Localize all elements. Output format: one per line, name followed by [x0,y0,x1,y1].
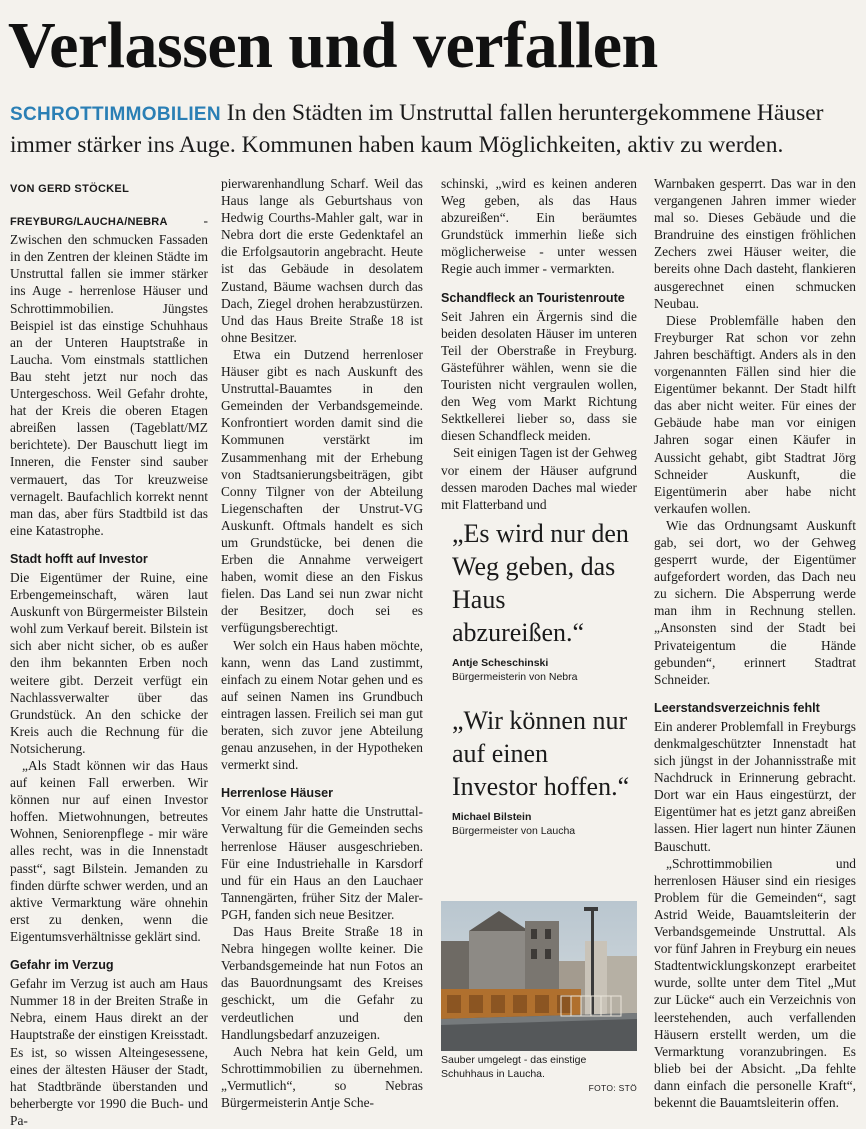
paragraph: Wer solch ein Haus haben möchte, kann, wenn das Land zustimmt, einfach zu einem Notar gehen und es auf seinen Namen ins Grundbuch eintragen lassen. Freilich sei man gut beraten, sich zuvor jene Abteilung genau anzusehen, in der Hypotheken vermerkt sind. [221,637,423,773]
paragraph: Wie das Ordnungsamt Auskunft gab, sei dort, wo der Gehweg gesperrt wurde, der Eigentümer aufgefordert worden, das Dach neu zu sichern. Die Absperrung werde man ihm in Rechnung stellen. „Ansonsten sind der Stadt bei Privateigentum die Hände gebunden“, erinnert Stadtrat Schneider. [654,517,856,687]
deck [10,98,860,160]
paragraph: pierwarenhandlung Scharf. Weil das Haus lange als Geburtshaus von Hedwig Courths-Mahler galt, war in Nebra dort die erste Gedenktafel an die Erfolgsautorin angebracht. Heute ist das Gebäude in desolatem Zustand, Bäume wachsen durch das Dach, Ziegel drohen herabzustürzen. Und das Haus Breite Straße 18 ist ohne Besitzer. [221,176,423,345]
pull-quote-scheschinski [452,517,632,683]
deck-text: In den Städten im Unstruttal fallen heruntergekommene Häuser immer stärker ins Auge. Kommunen haben kaum Möglichkeiten, aktiv zu werden. [10,100,824,158]
paragraph: Das Haus Breite Straße 18 in Nebra hingegen wollte keiner. Die Verbandsgemeinde hat nun Fotos an das Bauordnungsamt des Kreises geschickt, um die Gefahr zu verdeutlichen und den Handlungsbedarf anzuzeigen. [221,924,423,1042]
subhead-stadt-hofft: Stadt hofft auf Investor [10,551,148,566]
dateline: FREYBURG/LAUCHA/NEBRA [10,216,168,229]
subhead-schandfleck: Schandfleck an Touristenroute [441,290,625,305]
column-2 [221,175,423,1111]
paragraph: Etwa ein Dutzend herrenloser Häuser gibt es nach Auskunft des Unstruttal-Bauamtes in den Gemeinden der Verbandsgemeinde. Konfrontiert worden damit sind die Kommunen verstärkt im Zusammenhang mit der Erhebung von Stadtsanierungsbeiträgen, gibt Conny Tilgner von der Abteilung Liegenschaften der Unstrut-VG Auskunft. Oftmals handelt es sich um Grundstücke, bei denen die Erben die Annahme verweigert haben, womit diese an den Fiskus fielen. Das Land sei nun zwar nicht der Besitzer, doch sei es verfügungsberechtigt. [221,346,423,636]
photo-schuhhaus [441,901,637,1051]
quote-name: Michael Bilstein [452,811,532,823]
subhead-leerstandsverzeichnis: Leerstandsverzeichnis fehlt [654,700,820,715]
column-1 [10,175,208,1129]
paragraph: Vor einem Jahr hatte die Unstruttal-Verwaltung für die Gemeinden sechs herrenlose Häuser ausgeschrieben. Für eine Industriehalle in Karsdorf und für ein Haus an den Lauchaer Tannengärten, früher Sitz der Maler-PGH, fanden sich neue Besitzer. [221,804,423,922]
lead-text: - Zwischen den schmucken Fassaden in den Zentren der kleinen Städte im Unstruttal fallen sie immer stärker ins Auge - herrenlose Häuser und Schrottimmobilien. Jüngstes Beispiel ist das einstige Schuhhaus an der Unteren Hauptstraße in Laucha. Vom einstmals stattlichen Bau steht jetzt nur noch das Untergeschoss. Weil Gefahr drohte, hat der Kreis die oberen Etagen abreißen lassen (Tageblatt/MZ berichtete). Der Bauschutt liegt im Inneren, die Fenster sind sauber vermauert, das Tor kreuzweise vernagelt. Baufachlich korrekt nennt man das, aber fürs Stadtbild ist das eine Katastrophe. [10,213,208,538]
quote-name: Antje Scheschinski [452,657,549,669]
quote-text: „Wir können nur auf einen Investor hoffen.“ [452,706,630,801]
headline: Verlassen und verfallen [8,9,658,82]
lead-paragraph [10,212,208,539]
paragraph: Warnbaken gesperrt. Das war in den vergangenen Jahren immer wieder mal so. Dieses Gebäude und die Brandruine des einstigen fröhlichen Zechers zwei Häuser weiter, die bereits ohne Dach dasteht, flankieren ausgerechnet einen schmucken Neubau. [654,176,856,311]
byline: VON GERD STÖCKEL [10,183,130,195]
quote-text: „Es wird nur den Weg geben, das Haus abzureißen.“ [452,519,629,647]
quote-role: Bürgermeisterin von Nebra [452,671,578,683]
paragraph: Auch Nebra hat kein Geld, um Schrottimmobilien zu übernehmen. „Vermutlich“, so Nebras Bürgermeisterin Antje Sche- [221,1043,423,1110]
paragraph: Seit einigen Tagen ist der Gehweg vor einem der Häuser aufgrund dessen maroden Daches mal wieder mit Flatterband und [441,445,637,512]
kicker: SCHROTTIMMOBILIEN [10,104,221,125]
paragraph: schinski, „wird es keinen anderen Weg geben, als das Haus abzureißen“. Ein beräumtes Grundstück immerhin ließe sich möglicherweise - unter wessen Regie auch immer - vermarkten. [441,176,637,277]
column-4 [654,175,856,1111]
pull-quote-bilstein [452,704,632,837]
subhead-herrenlose-haeuser: Herrenlose Häuser [221,786,333,801]
subhead-gefahr-im-verzug: Gefahr im Verzug [10,958,114,973]
paragraph: „Als Stadt können wir das Haus auf keinen Fall erwerben. Wir können nur auf einen Investor hoffen. Mietwohnungen, betreutes Wohnen, Seniorenpflege - mir wäre alles recht, was in die Innenstadt passt“, sagt Bilstein. Jemanden zu finden dürfte schwer werden, und an aktive Vermarktung wäre ohnehin erst zu denken, wenn die Eigentumsverhältnisse geklärt sind. [10,758,208,944]
photo-credit: FOTO: STÖ [588,1082,637,1093]
paragraph: Seit Jahren ein Ärgernis sind die beiden desolaten Häuser im unteren Teil der Oberstraße in Freyburg. Gästeführer wählen, wenn sie die Touristen nicht vergraulen wollen, den Weg vom Markt Richtung Sektkellerei lieber so, dass sie diesen Schandfleck meiden. [441,308,637,444]
column-3 [441,175,637,513]
paragraph: Ein anderer Problemfall in Freyburgs denkmalgeschützter Innenstadt hat sich jüngst in der Johannisstraße mit Nachdruck in Erinnerung gebracht. Dort war ein Haus eingestürzt, der Eigentümer hat es jetzt ganz abreißen lassen. Hier lagert nun hinter Zäunen Bauschutt. [654,718,856,854]
paragraph: „Schrottimmobilien und herrenlosen Häuser sind ein riesiges Problem für die Gemeinden“, sagt Astrid Weide, Bauamtsleiterin der Verbandsgemeinde Unstruttal. Als vor fünf Jahren in Freyburg ein neues Stadtentwicklungskonzept erarbeitet wurde, sollte unter dem Titel „Mut zur Lücke“ auch ein Verzeichnis von leerstehenden, auch verfallenden Häusern erstellt werden, um die Vermarktung voranzubringen. Es blieb bei der Absicht. „Da fehlte dann einfach die personelle Kraft“, bekennt die Bauamtsleiterin offen. [654,855,856,1110]
quote-role: Bürgermeister von Laucha [452,825,576,837]
photo-caption [441,1054,637,1095]
paragraph: Gefahr im Verzug ist auch am Haus Nummer 18 in der Breiten Straße in Nebra, einem Haus direkt an der Hauptstraße der einstigen Kreisstadt. Es ist, so wissen Alteingesessene, eines der ältesten Häuser der Stadt, hat Stadtbrände überstanden und beherbergte vor 1990 die Buch- und Pa- [10,976,208,1128]
photo-illustration [441,901,637,1051]
paragraph: Die Eigentümer der Ruine, eine Erbengemeinschaft, wären laut Auskunft von Bürgermeister Bilstein wohl zum Verkauf bereit. Bilstein ist sich aber nicht sicher, ob es außer den ihm bekannten Erben noch weitere gibt. Derzeit verfügt ein Nachlassverwalter über das Grundstück. An den schicke der Kreis auch die Rechnung für die Notsicherung. [10,569,208,756]
paragraph: Diese Problemfälle haben den Freyburger Rat schon vor zehn Jahren beschäftigt. Anders als in den vorgenannten Fällen sind hier die Eigentümer bekannt. Der Stadt hilft das aber nicht weiter. Für eines der Gebäude habe man vor einigen Jahren sogar einen Käufer in Aussicht gehabt, gibt Stadtrat Jörg Schneider Auskunft, die Eigentümerin aber habe nicht verkaufen wollen. [654,312,856,516]
caption-text: Sauber umgelegt - das einstige Schuhhaus in Laucha. [441,1054,587,1080]
